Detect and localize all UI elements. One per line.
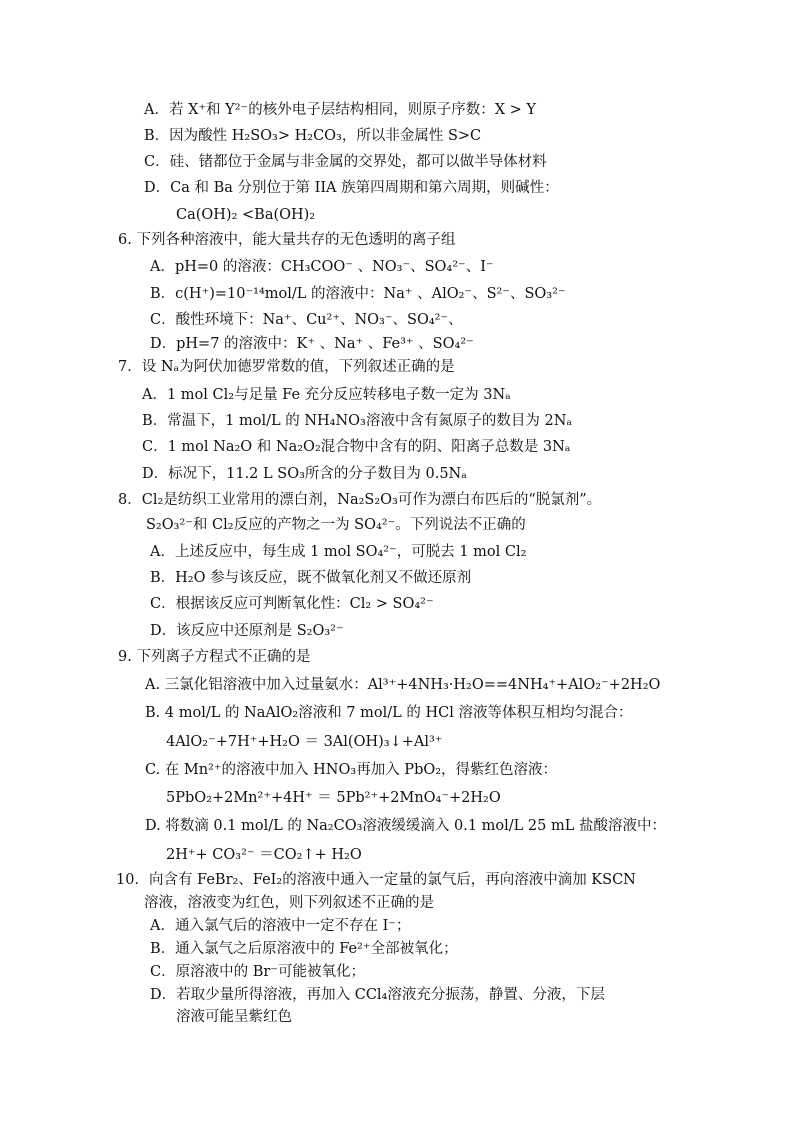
q8-option-b: B．H₂O 参与该反应，既不做氧化剂又不做还原剂: [150, 570, 472, 586]
q9-stem: 9. 下列离子方程式不正确的是: [118, 649, 311, 665]
q9-option-c-equation: 5PbO₂+2Mn²⁺+4H⁺ ＝ 5Pb²⁺+2MnO₄⁻+2H₂O: [166, 790, 501, 806]
q5-option-c: C．硅、锗都位于金属与非金属的交界处，都可以做半导体材料: [144, 154, 547, 170]
q10-stem: 10．向含有 FeBr₂、FeI₂的溶液中通入一定量的氯气后，再向溶液中滴加 KSCN: [116, 872, 636, 888]
q7-stem: 7．设 Nₐ为阿伏加德罗常数的值，下列叙述正确的是: [118, 359, 455, 375]
q10-option-c: C．原溶液中的 Br⁻可能被氧化；: [150, 964, 365, 980]
q8-stem: 8．Cl₂是纺织工业常用的漂白剂，Na₂S₂O₃可作为漂白布匹后的“脱氯剂”。: [118, 492, 602, 508]
q10-option-d: D．若取少量所得溶液，再加入 CCl₄溶液充分振荡，静置、分液，下层: [150, 987, 605, 1003]
q9-option-a: A. 三氯化铝溶液中加入过量氨水：Al³⁺+4NH₃·H₂O==4NH₄⁺+AlO₂⁻+2H₂O: [145, 677, 661, 693]
q6-option-c: C．酸性环境下：Na⁺、Cu²⁺、NO₃⁻、SO₄²⁻、: [150, 312, 463, 328]
q6-option-d: D．pH=7 的溶液中：K⁺ 、Na⁺ 、Fe³⁺ 、SO₄²⁻: [150, 336, 474, 352]
q10-option-a: A．通入氯气后的溶液中一定不存在 I⁻；: [150, 918, 411, 934]
q8-option-c: C．根据该反应可判断氧化性：Cl₂ > SO₄²⁻: [150, 596, 434, 612]
q9-option-c: C. 在 Mn²⁺的溶液中加入 HNO₃再加入 PbO₂，得紫红色溶液：: [145, 762, 558, 778]
q10-option-b: B．通入氯气之后原溶液中的 Fe²⁺全部被氧化；: [150, 941, 458, 957]
q6-option-a: A．pH=0 的溶液：CH₃COO⁻ 、NO₃⁻、SO₄²⁻、I⁻: [150, 259, 494, 275]
q9-option-d: D. 将数滴 0.1 mol/L 的 Na₂CO₃溶液缓缓滴入 0.1 mol/L 25 mL 盐酸溶液中：: [145, 818, 666, 834]
q6-stem: 6. 下列各种溶液中，能大量共存的无色透明的离子组: [118, 232, 456, 248]
q6-option-b: B．c(H⁺)=10⁻¹⁴mol/L 的溶液中：Na⁺ 、AlO₂⁻、S²⁻、SO₃²⁻: [150, 286, 566, 302]
q5-option-d-cont: Ca(OH)₂ <Ba(OH)₂: [176, 207, 316, 223]
q8-option-a: A．上述反应中，每生成 1 mol SO₄²⁻，可脱去 1 mol Cl₂: [150, 544, 527, 560]
q7-option-c: C．1 mol Na₂O 和 Na₂O₂混合物中含有的阴、阳离子总数是 3Nₐ: [142, 439, 571, 455]
q8-stem-cont: S₂O₃²⁻和 Cl₂反应的产物之一为 SO₄²⁻。下列说法不正确的: [146, 517, 526, 533]
q5-option-d: D．Ca 和 Ba 分别位于第 IIA 族第四周期和第六周期，则碱性：: [144, 180, 559, 196]
q5-option-a: A．若 X⁺和 Y²⁻的核外电子层结构相同，则原子序数：X > Y: [144, 102, 536, 118]
q9-option-d-equation: 2H⁺+ CO₃²⁻ ＝CO₂↑+ H₂O: [166, 847, 362, 863]
q10-option-d-cont: 溶液可能呈紫红色: [176, 1009, 292, 1025]
q8-option-d: D．该反应中还原剂是 S₂O₃²⁻: [150, 623, 344, 639]
q7-option-b: B．常温下，1 mol/L 的 NH₄NO₃溶液中含有氮原子的数目为 2Nₐ: [142, 413, 572, 429]
q9-option-b-equation: 4AlO₂⁻+7H⁺+H₂O ＝ 3Al(OH)₃↓+Al³⁺: [166, 734, 443, 750]
q9-option-b: B. 4 mol/L 的 NaAlO₂溶液和 7 mol/L 的 HCl 溶液等体积互相均匀混合：: [145, 705, 633, 721]
q10-stem-cont: 溶液，溶液变为红色，则下列叙述不正确的是: [144, 895, 434, 911]
q5-option-b: B．因为酸性 H₂SO₃> H₂CO₃，所以非金属性 S>C: [144, 128, 482, 144]
q7-option-a: A．1 mol Cl₂与足量 Fe 充分反应转移电子数一定为 3Nₐ: [142, 387, 511, 403]
q7-option-d: D．标况下，11.2 L SO₃所含的分子数目为 0.5Nₐ: [142, 466, 467, 482]
